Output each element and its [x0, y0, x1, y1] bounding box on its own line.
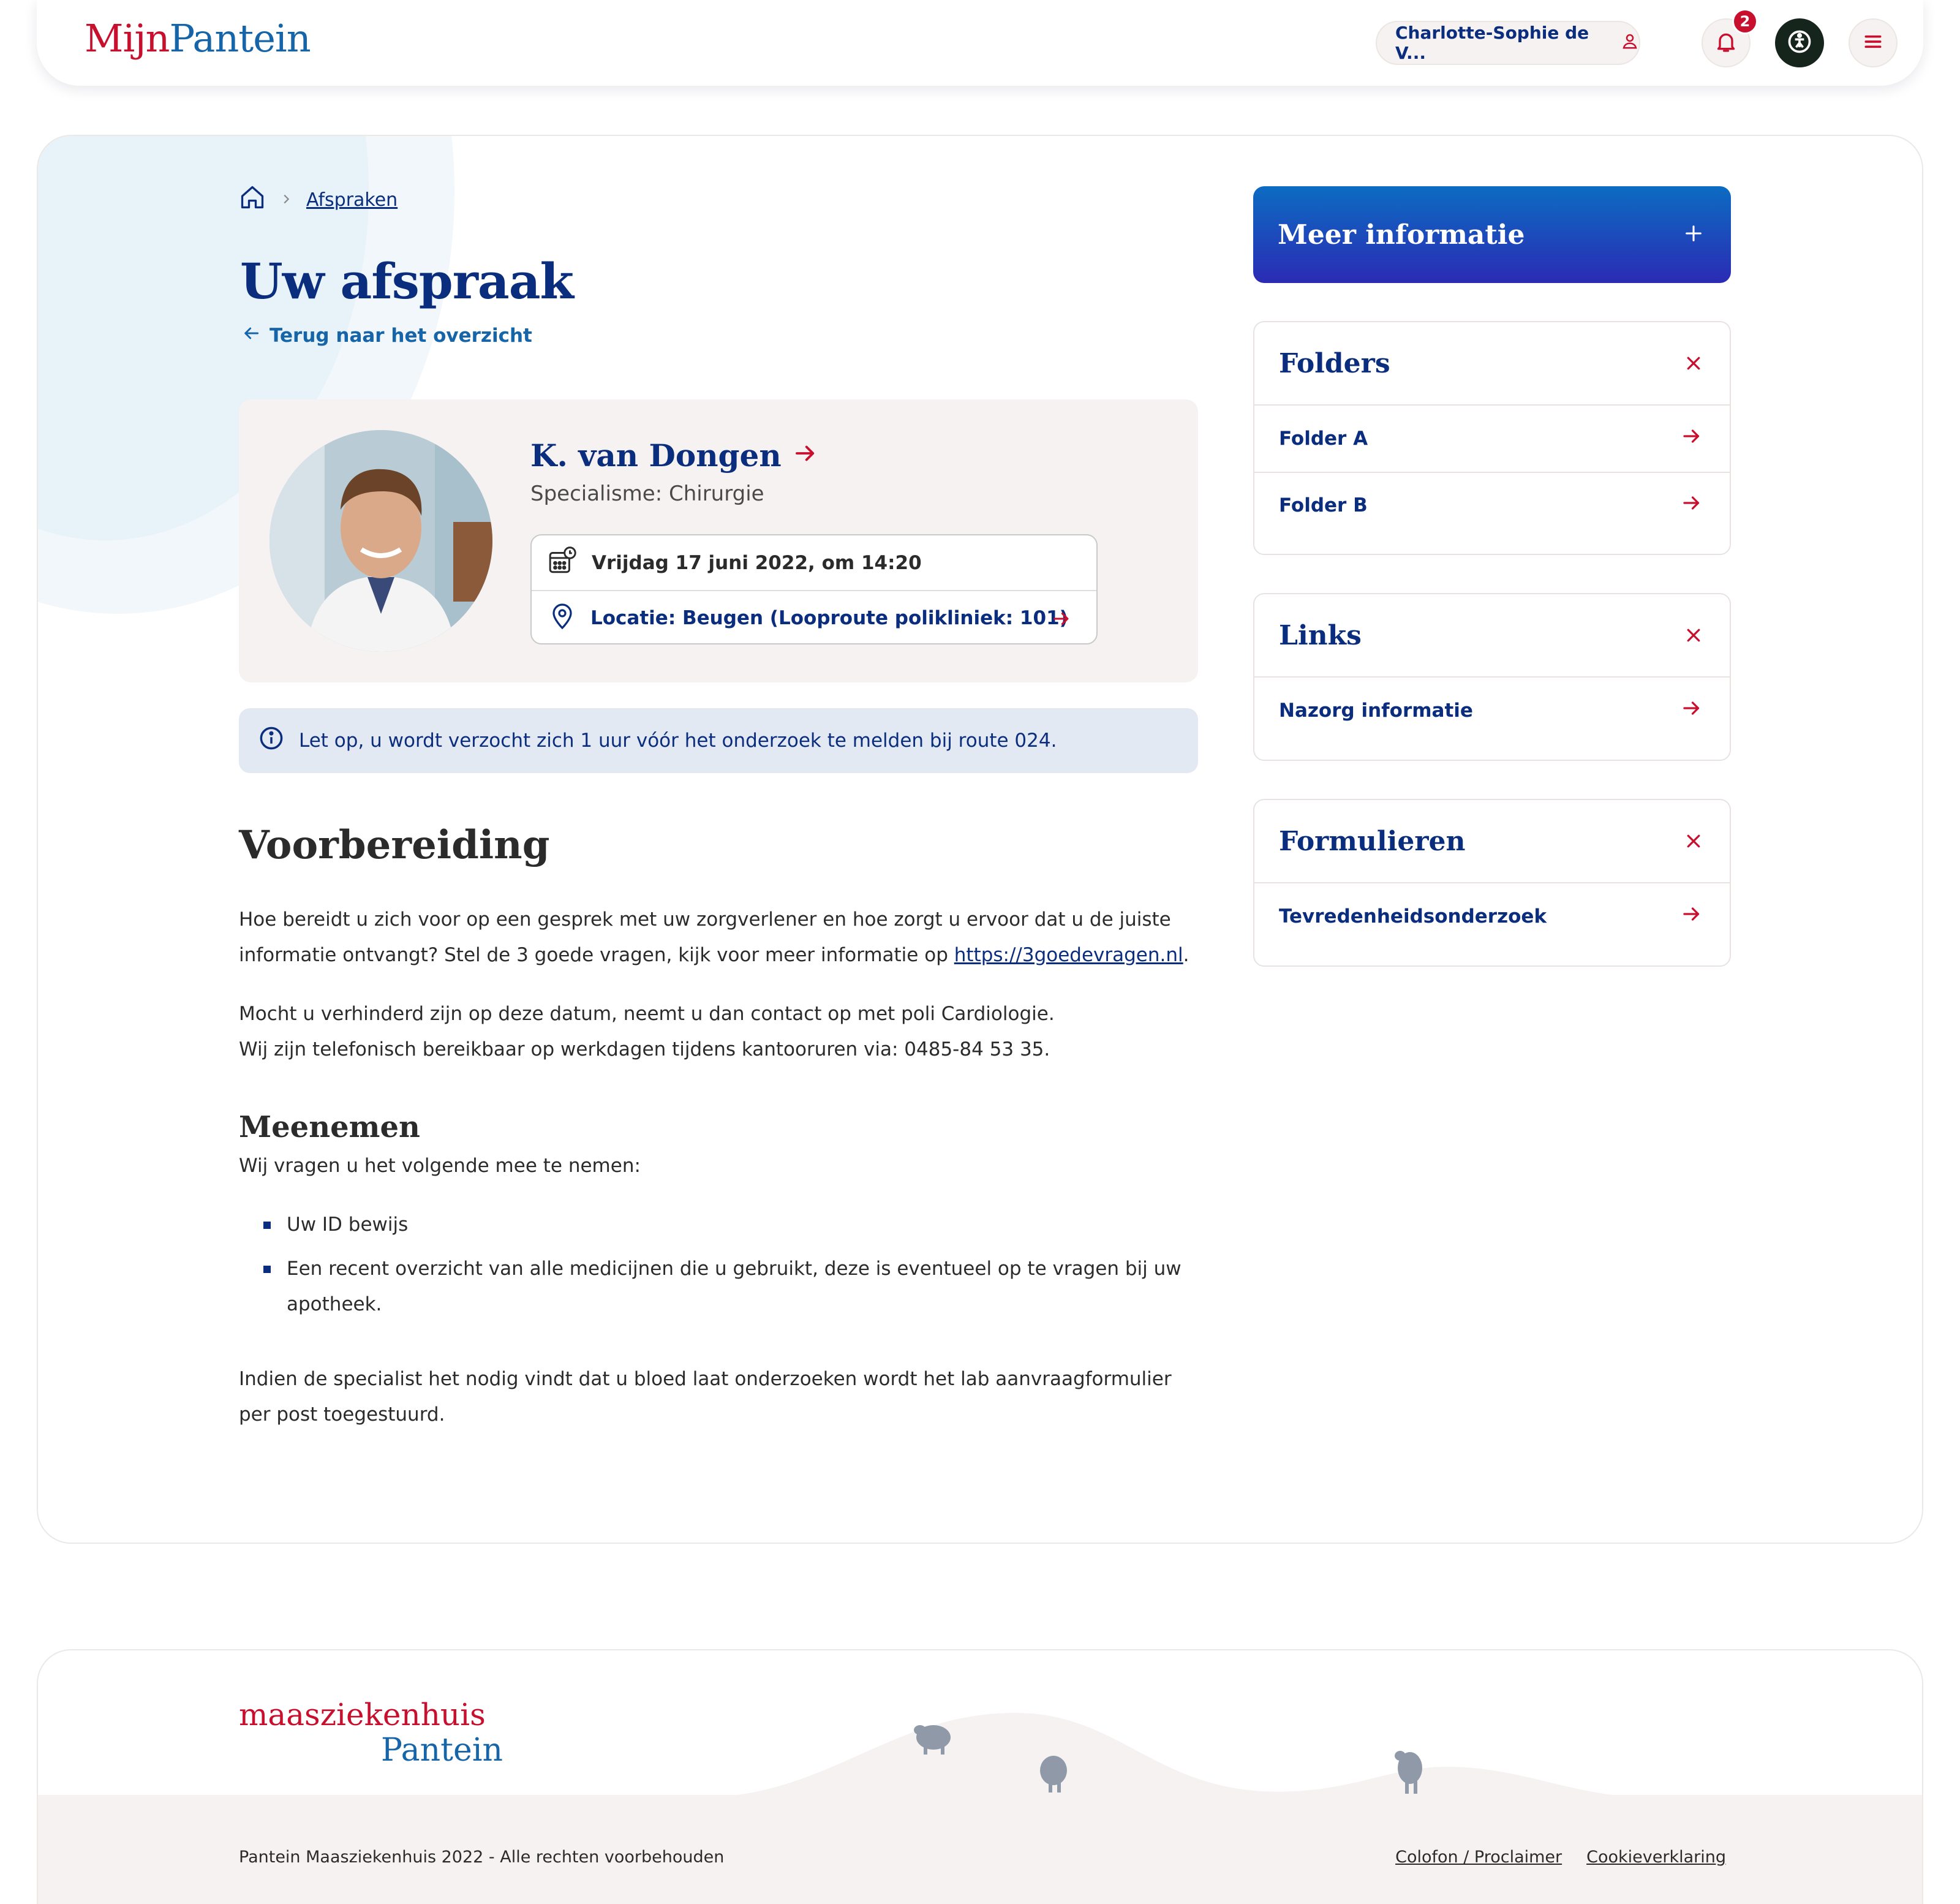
section-heading-voorbereiding: Voorbereiding [239, 822, 550, 868]
home-icon[interactable] [239, 184, 266, 216]
close-icon[interactable] [1684, 826, 1703, 857]
nazorg-informatie-link[interactable]: Nazorg informatie [1254, 678, 1730, 744]
calendar-clock-icon [548, 545, 578, 581]
lab-paragraph: Indien de specialist het nodig vindt dat u bloed laat onderzoeken wordt het lab aanvraagformulier per post toegestuurd. [239, 1368, 1172, 1426]
doctor-specialism: Specialisme: Chirurgie [530, 482, 764, 506]
doctor-name: K. van Dongen [530, 437, 782, 474]
accessibility-button[interactable] [1775, 18, 1824, 67]
close-icon[interactable] [1684, 348, 1703, 379]
appointment-location-link[interactable] [532, 590, 1096, 644]
doctor-photo [270, 430, 492, 652]
links-panel [1253, 593, 1731, 761]
folder-b-link[interactable]: Folder B [1254, 472, 1730, 538]
tevredenheidsonderzoek-link[interactable]: Tevredenheidsonderzoek [1254, 883, 1730, 950]
formulieren-header[interactable] [1254, 800, 1730, 883]
main-content-card [37, 135, 1923, 1544]
appointment-datetime-row [532, 535, 1096, 590]
arrow-left-icon [241, 323, 261, 348]
footer [37, 1649, 1923, 1904]
chevron-right-icon [279, 189, 293, 211]
breadcrumb-link-afspraken[interactable]: Afspraken [306, 189, 398, 211]
info-notice [239, 708, 1198, 773]
links-title: Links [1279, 619, 1362, 651]
folder-a-link[interactable]: Folder A [1254, 406, 1730, 472]
folders-header[interactable] [1254, 322, 1730, 406]
hamburger-icon [1861, 29, 1885, 56]
breadcrumb [239, 184, 398, 216]
accessibility-icon [1786, 28, 1813, 58]
section-heading-meenemen: Meenemen [239, 1110, 420, 1144]
bell-icon [1714, 29, 1738, 56]
close-icon[interactable] [1684, 620, 1703, 651]
meer-informatie-accordion[interactable] [1253, 186, 1731, 283]
back-to-overview-link[interactable] [241, 323, 532, 348]
info-icon [258, 725, 284, 756]
footer-links [1395, 1848, 1726, 1867]
appointment-location: Locatie: Beugen (Looproute polikliniek: 101) [590, 606, 1068, 629]
arrow-right-icon [1681, 425, 1703, 452]
plus-icon [1683, 219, 1704, 251]
top-navigation [37, 0, 1923, 86]
appointment-card [239, 399, 1198, 682]
formulieren-panel [1253, 799, 1731, 967]
user-icon [1621, 32, 1639, 55]
notification-badge: 2 [1732, 9, 1758, 34]
mijn-pantein-logo[interactable]: MijnPantein [85, 16, 311, 61]
doctor-name-link[interactable] [530, 437, 818, 474]
appointment-details [530, 534, 1098, 644]
arrow-right-icon [1681, 492, 1703, 519]
meer-informatie-label: Meer informatie [1278, 219, 1525, 251]
contact-paragraph: Mocht u verhinderd zijn op deze datum, neemt u dan contact op met poli Cardiologie. Wij zijn telefonisch bereikbaar op werkdagen tijdens kantooruren via: 0485-84 53 35. [239, 1003, 1055, 1060]
appointment-datetime: Vrijdag 17 juni 2022, om 14:20 [592, 551, 922, 574]
arrow-right-icon [1051, 608, 1072, 634]
maasziekenhuis-pantein-logo[interactable]: maasziekenhuis Pantein [239, 1697, 503, 1769]
user-profile-button[interactable] [1376, 21, 1640, 65]
back-link-label: Terug naar het overzicht [270, 325, 532, 347]
cookieverklaring-link[interactable]: Cookieverklaring [1586, 1848, 1726, 1867]
notice-text: Let op, u wordt verzocht zich 1 uur vóór het onderzoek te melden bij route 024. [299, 730, 1057, 752]
page-title: Uw afspraak [240, 252, 573, 310]
copyright-text: Pantein Maasziekenhuis 2022 - Alle rechten voorbehouden [239, 1848, 725, 1867]
user-name: Charlotte-Sophie de V... [1395, 23, 1589, 63]
bring-list [263, 1207, 1182, 1331]
list-item: Een recent overzicht van alle medicijnen die u gebruikt, deze is eventueel op te vragen bij uw apotheek. [263, 1251, 1182, 1322]
folders-panel [1253, 321, 1731, 555]
arrow-right-icon [1681, 903, 1703, 930]
bring-intro-paragraph: Wij vragen u het volgende mee te nemen: [239, 1155, 641, 1177]
menu-button[interactable] [1849, 18, 1898, 67]
links-header[interactable] [1254, 594, 1730, 678]
arrow-right-icon [1681, 697, 1703, 724]
arrow-right-icon [793, 437, 818, 474]
preparation-paragraph: Hoe bereidt u zich voor op een gesprek met uw zorgverlener en hoe zorgt u ervoor dat u de juiste informatie ontvangt? Stel de 3 goede vragen, kijk voor meer informatie op https://3goedevragen.nl. [239, 909, 1189, 966]
folders-title: Folders [1279, 347, 1390, 379]
list-item: Uw ID bewijs [263, 1207, 1182, 1242]
location-pin-icon [548, 601, 577, 635]
formulieren-title: Formulieren [1279, 825, 1466, 857]
colofon-link[interactable]: Colofon / Proclaimer [1395, 1848, 1562, 1867]
3goedevragen-link[interactable]: https://3goedevragen.nl [954, 944, 1183, 966]
